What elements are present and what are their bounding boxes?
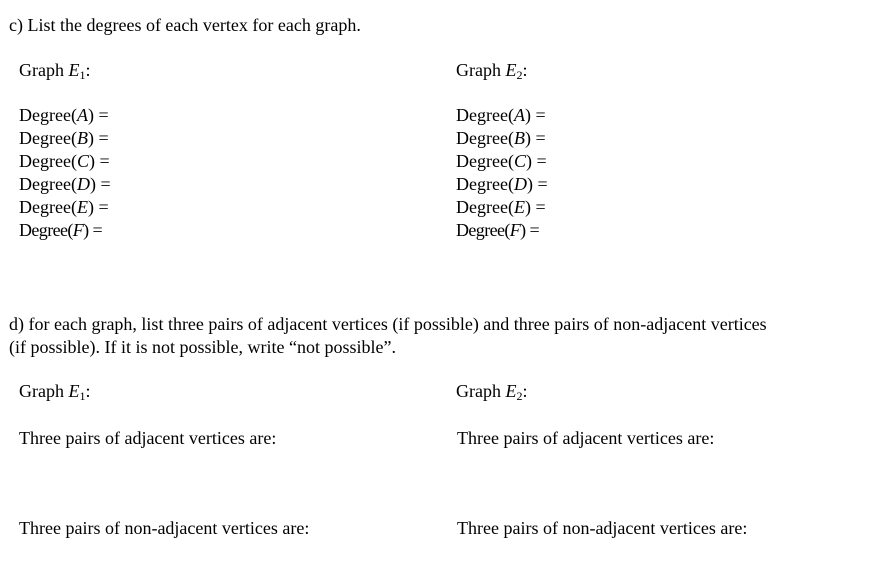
degree-vertex: C bbox=[76, 151, 89, 171]
part-c-graph1-label bbox=[19, 59, 91, 81]
degree-prefix: Degree( bbox=[19, 197, 77, 217]
degree-row-a bbox=[456, 104, 548, 127]
degree-prefix: Degree( bbox=[19, 220, 73, 240]
graph-label-subscript: 1 bbox=[79, 389, 86, 403]
degree-vertex: F bbox=[72, 220, 84, 240]
graph-label-suffix: : bbox=[522, 381, 528, 401]
degree-suffix: ) = bbox=[520, 220, 540, 240]
degree-prefix: Degree( bbox=[19, 151, 77, 171]
degree-vertex: A bbox=[76, 105, 88, 125]
part-d-prompt-line1: d) for each graph, list three pairs of adjacent vertices (if possible) and three pairs of non-adjacent vertices bbox=[9, 314, 767, 334]
degree-suffix: ) = bbox=[524, 128, 546, 148]
part-c-graph2-label bbox=[456, 59, 528, 81]
part-d-prompt-line2: (if possible). If it is not possible, write “not possible”. bbox=[9, 337, 396, 357]
degree-prefix: Degree( bbox=[19, 105, 77, 125]
degree-prefix: Degree( bbox=[19, 174, 77, 194]
graph2-adjacent-prompt: Three pairs of adjacent vertices are: bbox=[457, 428, 715, 448]
graph-label-letter: E bbox=[68, 381, 80, 401]
graph-label-suffix: : bbox=[522, 60, 528, 80]
degree-vertex: E bbox=[76, 197, 88, 217]
degree-suffix: ) = bbox=[524, 197, 546, 217]
graph-label-subscript: 2 bbox=[516, 68, 523, 82]
graph2-degree-list bbox=[456, 104, 548, 242]
graph-label-letter: E bbox=[68, 60, 80, 80]
degree-vertex: A bbox=[513, 105, 525, 125]
degree-suffix: ) = bbox=[89, 174, 111, 194]
degree-vertex: B bbox=[513, 128, 525, 148]
graph-label-suffix: : bbox=[85, 381, 91, 401]
graph-label-letter: E bbox=[505, 381, 517, 401]
degree-vertex: D bbox=[513, 174, 527, 194]
degree-suffix: ) = bbox=[83, 220, 103, 240]
graph-label-prefix: Graph bbox=[19, 60, 69, 80]
graph1-adjacent-prompt: Three pairs of adjacent vertices are: bbox=[19, 428, 277, 448]
graph-label-subscript: 2 bbox=[516, 389, 523, 403]
degree-row-e bbox=[19, 196, 111, 219]
degree-prefix: Degree( bbox=[456, 105, 514, 125]
degree-suffix: ) = bbox=[526, 174, 548, 194]
degree-row-a bbox=[19, 104, 111, 127]
degree-row-e bbox=[456, 196, 548, 219]
degree-suffix: ) = bbox=[87, 128, 109, 148]
degree-row-d bbox=[456, 173, 548, 196]
degree-suffix: ) = bbox=[87, 197, 109, 217]
part-d-graph1-label bbox=[19, 380, 91, 402]
graph-label-letter: E bbox=[505, 60, 517, 80]
degree-row-f bbox=[456, 219, 548, 242]
degree-vertex: E bbox=[513, 197, 525, 217]
degree-row-c bbox=[456, 150, 548, 173]
part-c-prompt: c) List the degrees of each vertex for each graph. bbox=[9, 15, 361, 35]
graph-label-suffix: : bbox=[85, 60, 91, 80]
graph1-non-adjacent-prompt: Three pairs of non-adjacent vertices are: bbox=[19, 518, 310, 538]
degree-row-f bbox=[19, 219, 111, 242]
degree-suffix: ) = bbox=[524, 105, 546, 125]
degree-vertex: F bbox=[509, 220, 521, 240]
degree-prefix: Degree( bbox=[456, 197, 514, 217]
degree-prefix: Degree( bbox=[456, 151, 514, 171]
graph-label-prefix: Graph bbox=[456, 60, 506, 80]
degree-suffix: ) = bbox=[525, 151, 547, 171]
degree-row-b bbox=[19, 127, 111, 150]
degree-row-c bbox=[19, 150, 111, 173]
graph1-degree-list bbox=[19, 104, 111, 242]
graph-label-subscript: 1 bbox=[79, 68, 86, 82]
degree-vertex: D bbox=[76, 174, 90, 194]
graph-label-prefix: Graph bbox=[19, 381, 69, 401]
degree-suffix: ) = bbox=[88, 151, 110, 171]
degree-prefix: Degree( bbox=[456, 128, 514, 148]
degree-row-d bbox=[19, 173, 111, 196]
degree-prefix: Degree( bbox=[456, 220, 510, 240]
degree-prefix: Degree( bbox=[19, 128, 77, 148]
degree-suffix: ) = bbox=[87, 105, 109, 125]
degree-vertex: B bbox=[76, 128, 88, 148]
degree-row-b bbox=[456, 127, 548, 150]
part-d-graph2-label bbox=[456, 380, 528, 402]
degree-vertex: C bbox=[513, 151, 526, 171]
graph-label-prefix: Graph bbox=[456, 381, 506, 401]
degree-prefix: Degree( bbox=[456, 174, 514, 194]
graph2-non-adjacent-prompt: Three pairs of non-adjacent vertices are: bbox=[457, 518, 748, 538]
